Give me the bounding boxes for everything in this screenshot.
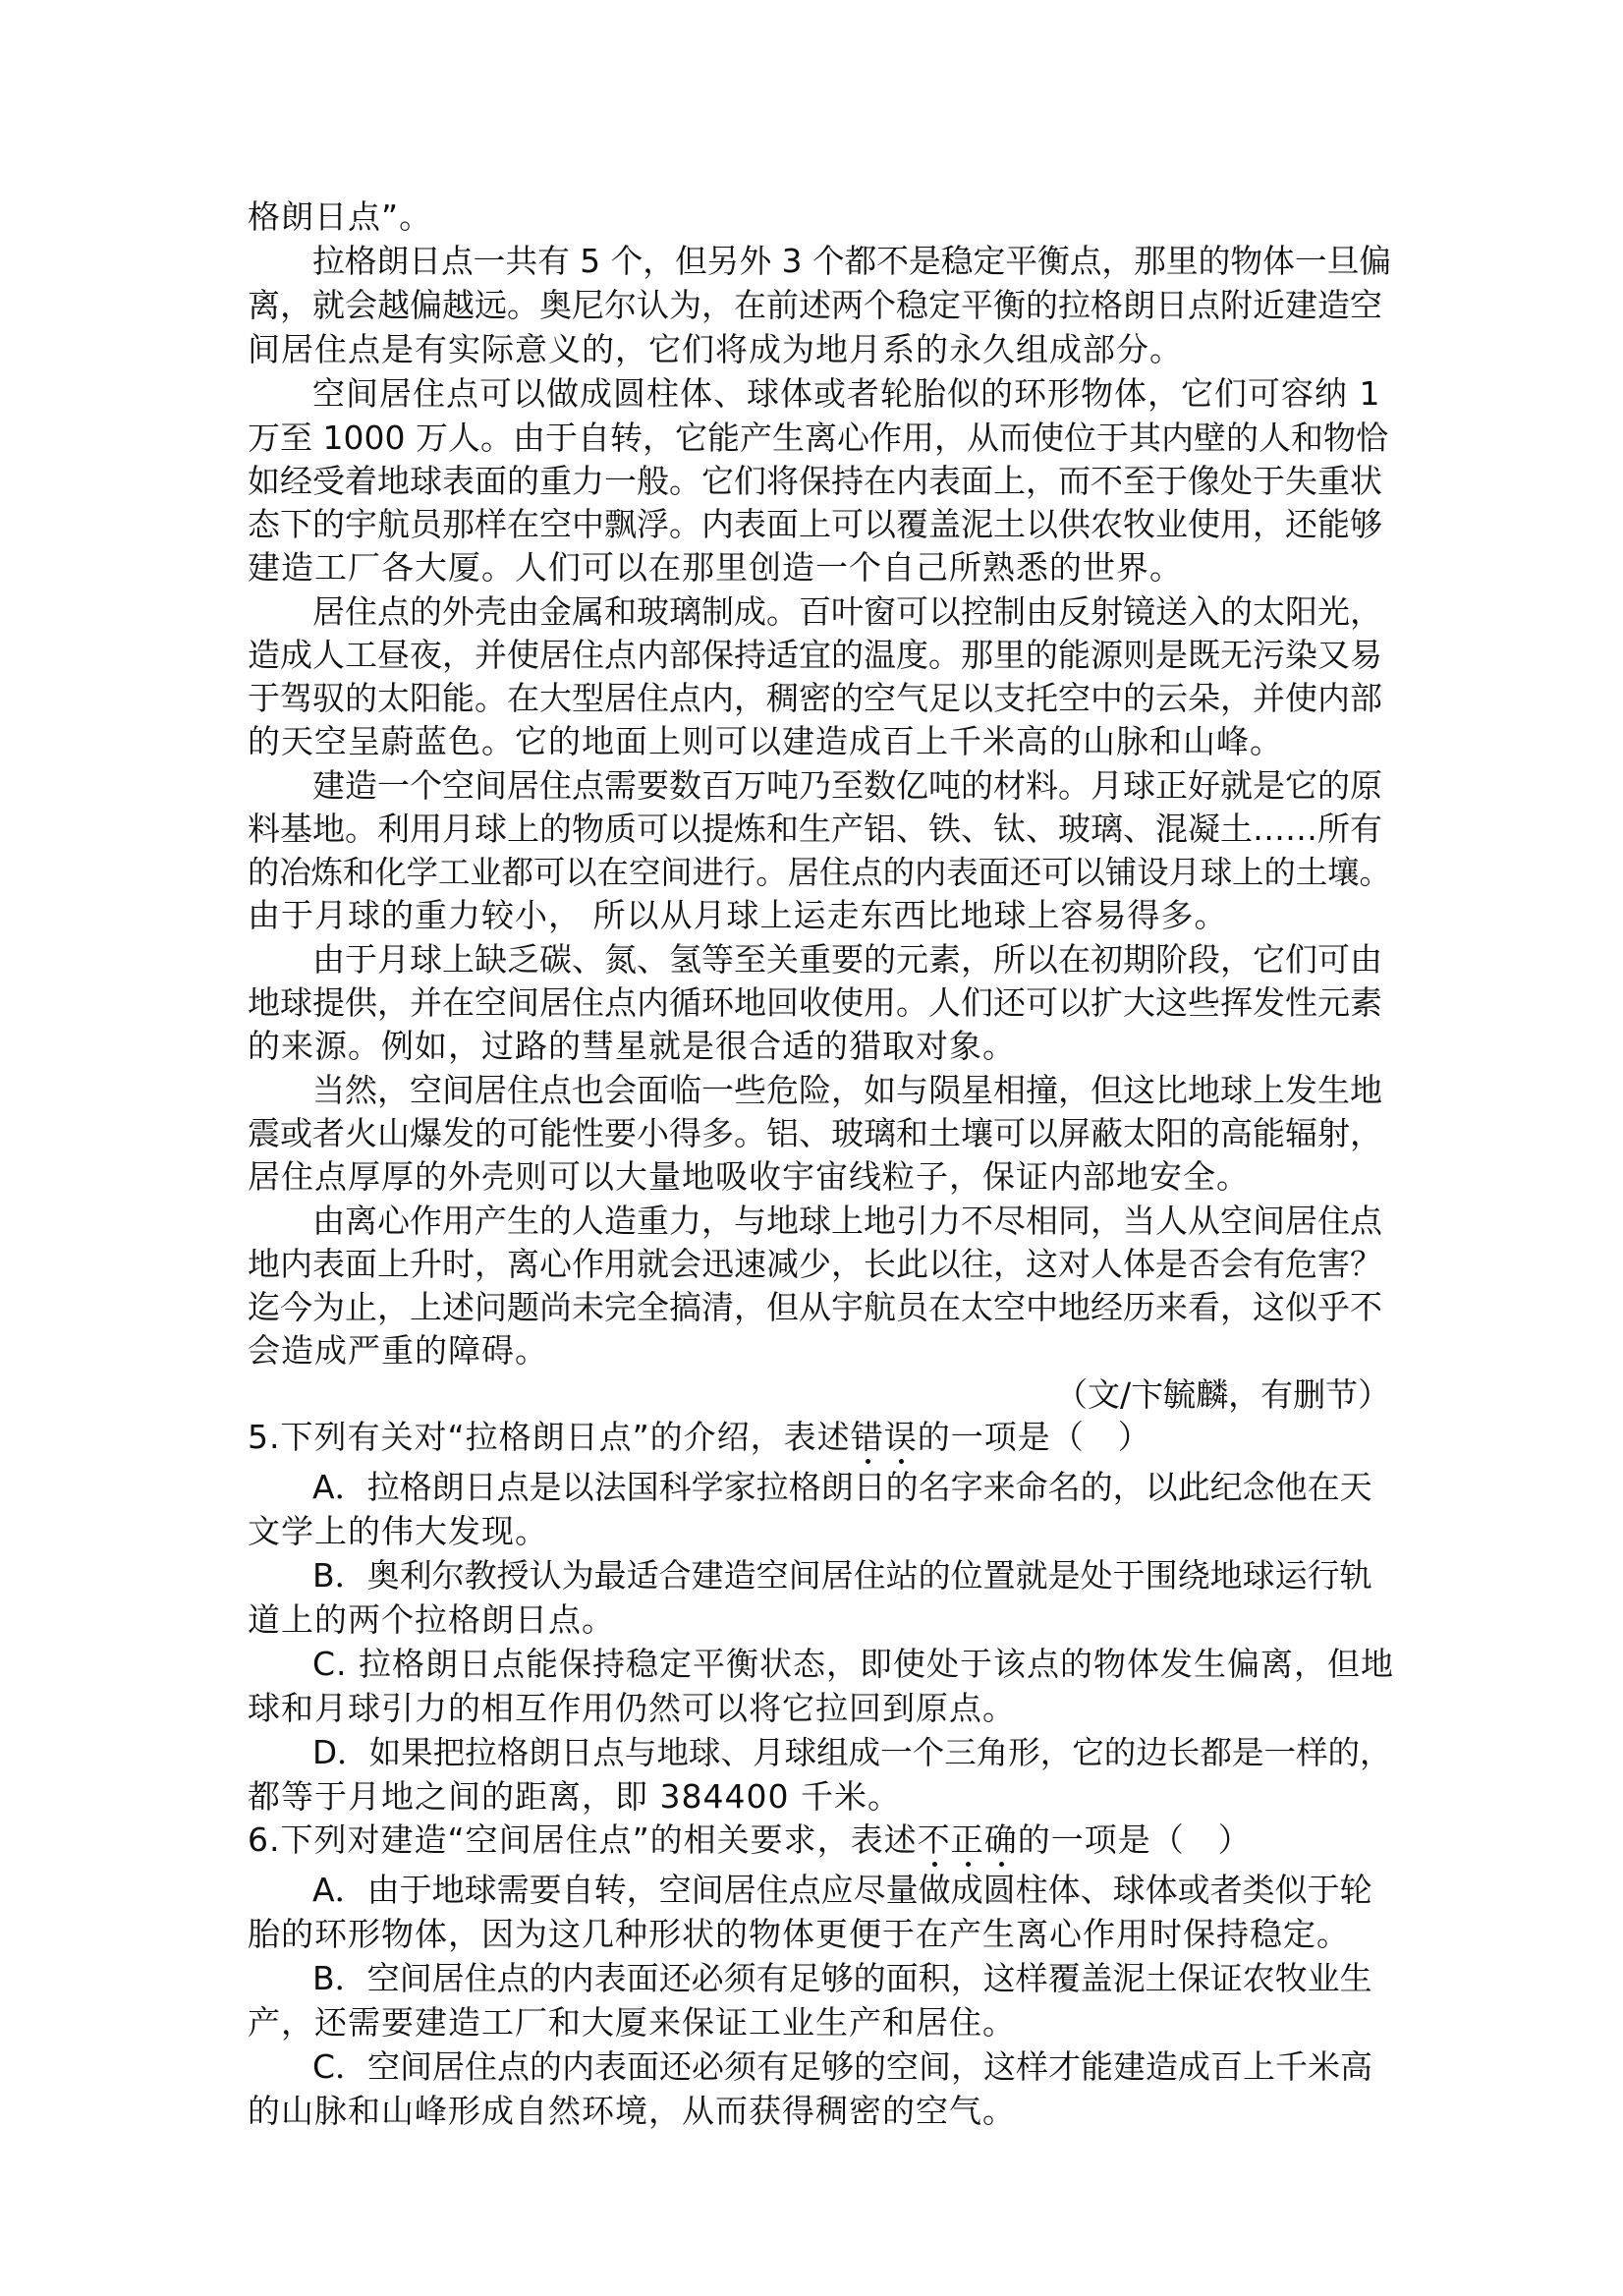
option-line: A．拉格朗日点是以法国科学家拉格朗日的名字来命名的，以此纪念他在天: [312, 1468, 1372, 1506]
passage-line: 万至 1000 万人。由于自转，它能产生离心作用，从而使位于其内壁的人和物恰: [248, 419, 1388, 457]
passage-line: 格朗日点”。: [248, 197, 433, 236]
option-line: 胎的环形物体，因为这几种形状的物体更便于在产生离心作用时保持稳定。: [248, 1915, 1350, 1953]
passage-line: 居住点厚厚的外壳则可以大量地吸收宇宙线粒子，保证内部地安全。: [248, 1157, 1250, 1196]
passage-line: 建造工厂各大厦。人们可以在那里创造一个自己所熟悉的世界。: [248, 548, 1183, 587]
option-line: D．如果把拉格朗日点与地球、月球组成一个三角形，它的边长都是一样的，: [312, 1734, 1392, 1771]
stem-text: 的一项是（ ）: [1017, 1820, 1252, 1859]
emphasis-char: 错: [850, 1418, 884, 1456]
option-line: B．奥利尔教授认为最适合建造空间居住站的位置就是处于围绕地球运行轨: [312, 1556, 1372, 1595]
passage-line: 震或者火山爆发的可能性要小得多。铝、玻璃和土壤可以屏蔽太阳的高能辐射，: [248, 1114, 1382, 1152]
passage-line: 会造成严重的障碍。: [248, 1331, 548, 1370]
stem-text: 的一项是（ ）: [917, 1418, 1151, 1456]
passage-line: 建造一个空间居住点需要数百万吨乃至数亿吨的材料。月球正好就是它的原: [312, 766, 1382, 805]
option-line: 都等于月地之间的距离，即 384400 千米。: [248, 1777, 901, 1816]
passage-line: 地球提供，并在空间居住点内循环地回收使用。人们还可以扩大这些挥发性元素: [248, 983, 1382, 1022]
emphasis-char: 不: [917, 1820, 951, 1859]
passage-line: 间居住点是有实际意义的，它们将成为地月系的永久组成部分。: [248, 330, 1183, 368]
passage-line: 离，就会越偏越远。奥尼尔认为，在前述两个稳定平衡的拉格朗日点附近建造空: [248, 286, 1382, 324]
question-stem: [248, 1820, 1397, 1863]
passage-line: 的天空呈蔚蓝色。它的地面上则可以建造成百上千米高的山脉和山峰。: [248, 722, 1283, 760]
passage-line: 迄今为止，上述问题尚未完全搞清，但从宇航员在太空中地经历来看，这似乎不: [248, 1288, 1382, 1326]
passage-line: 地内表面上升时，离心作用就会迅速减少，长此以往，这对人体是否会有危害？: [248, 1245, 1382, 1283]
passage-line: 料基地。利用月球上的物质可以提炼和生产铝、铁、钛、玻璃、混凝土……所有: [248, 810, 1382, 848]
passage-line: 的来源。例如，过路的彗星就是很合适的猎取对象。: [248, 1027, 1016, 1065]
question-stem: [248, 1417, 1397, 1460]
option-line: 文学上的伟大发现。: [248, 1512, 548, 1550]
emphasis-char: 确: [983, 1820, 1018, 1859]
option-line: C. 拉格朗日点能保持稳定平衡状态，即使处于该点的物体发生偏离，但地: [312, 1645, 1395, 1683]
option-line: B．空间居住点的内表面还必须有足够的面积，这样覆盖泥土保证农牧业生: [312, 1959, 1372, 1997]
passage-line: 由于月球的重力较小， 所以从月球上运走东西比地球上容易得多。: [248, 896, 1228, 934]
option-line: C．空间居住点的内表面还必须有足够的空间，这样才能建造成百上千米高: [312, 2047, 1373, 2086]
passage-line: 造成人工昼夜，并使居住点内部保持适宜的温度。那里的能源则是既无污染又易: [248, 636, 1382, 674]
passage-line: 于驾驭的太阳能。在大型居住点内，稠密的空气足以支托空中的云朵，并使内部: [248, 679, 1382, 717]
passage-line: 如经受着地球表面的重力一般。它们将保持在内表面上，而不至于像处于失重状: [248, 462, 1382, 500]
passage-line: 由离心作用产生的人造重力，与地球上地引力不尽相同，当人从空间居住点: [312, 1202, 1382, 1240]
option-line: 的山脉和山峰形成自然环境，从而获得稠密的空气。: [248, 2092, 1016, 2130]
passage-line: 拉格朗日点一共有 5 个，但另外 3 个都不是稳定平衡点，那里的物体一旦偏: [312, 243, 1392, 280]
stem-text: 6.下列对建造“空间居住点”的相关要求，表述: [248, 1820, 918, 1859]
passage-line: 当然，空间居住点也会面临一些危险，如与陨星相撞，但这比地球上发生地: [312, 1071, 1382, 1109]
passage-line: 空间居住点可以做成圆柱体、球体或者轮胎似的环形物体，它们可容纳 1: [312, 374, 1381, 413]
passage-line: 态下的宇航员那样在空中飘浮。内表面上可以覆盖泥土以供农牧业使用，还能够: [248, 505, 1382, 543]
option-line: 产，还需要建造工厂和大厦来保证工业生产和居住。: [248, 2003, 1016, 2042]
option-line: A．由于地球需要自转，空间居住点应尽量做成圆柱体、球体或者类似于轮: [312, 1871, 1372, 1909]
passage-line: 的冶炼和化学工业都可以在空间进行。居住点的内表面还可以铺设月球上的土壤。: [248, 854, 1391, 891]
option-line: 道上的两个拉格朗日点。: [248, 1600, 615, 1639]
option-line: 球和月球引力的相互作用仍然可以将它拉回到原点。: [248, 1689, 1016, 1727]
emphasis-char: 正: [950, 1820, 984, 1859]
stem-text: 5.下列有关对“拉格朗日点”的介绍，表述: [248, 1418, 851, 1456]
passage-line: 由于月球上缺乏碳、氮、氢等至关重要的元素，所以在初期阶段，它们可由: [312, 940, 1382, 979]
passage-line: 居住点的外壳由金属和玻璃制成。百叶窗可以控制由反射镜送入的太阳光，: [312, 592, 1382, 631]
emphasis-char: 误: [883, 1418, 918, 1456]
passage-source: （文/卞毓麟，有删节）: [1055, 1375, 1391, 1414]
